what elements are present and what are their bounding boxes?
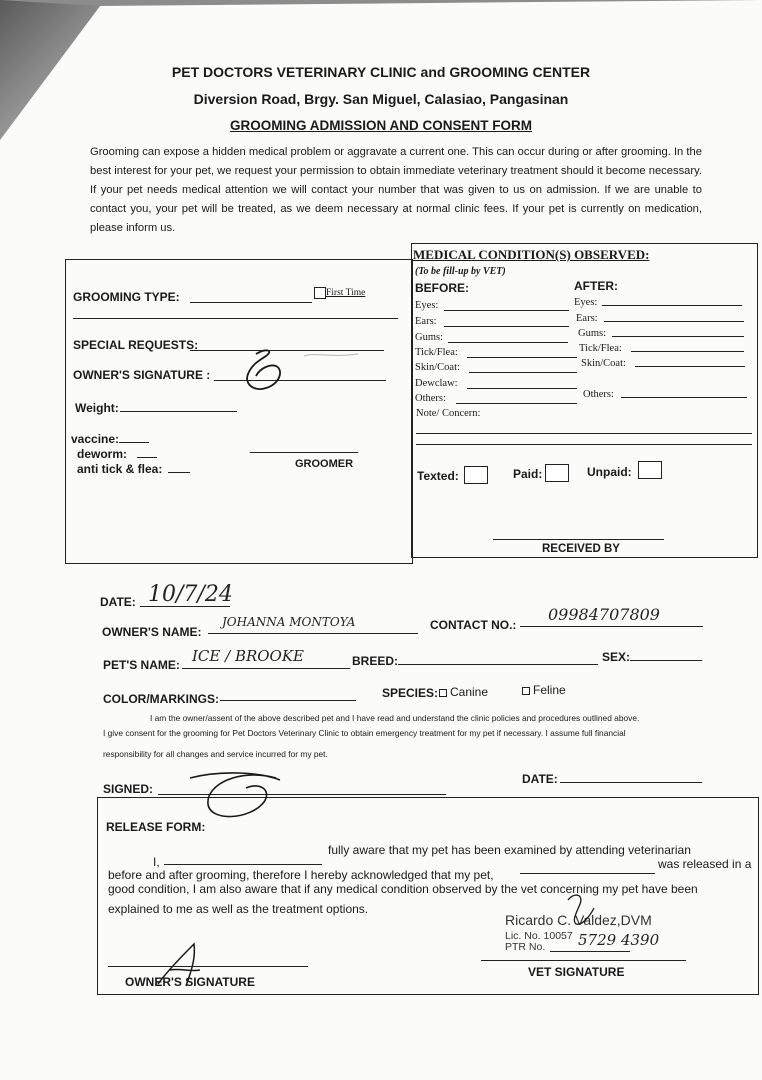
before-dewclaw: Dewclaw:: [415, 378, 458, 389]
vet-signature-mark: [562, 890, 602, 930]
color-label: COLOR/MARKINGS:: [103, 692, 219, 706]
before-ears-line[interactable]: [444, 326, 569, 327]
texted-label: Texted:: [417, 469, 459, 483]
anti-tick-label: anti tick & flea:: [77, 462, 163, 476]
after-others-line[interactable]: [621, 397, 747, 398]
pet-name-line[interactable]: [182, 668, 350, 669]
breed-line[interactable]: [398, 664, 598, 665]
note-line-2[interactable]: [416, 444, 752, 445]
clinic-address: Diversion Road, Brgy. San Miguel, Calasiao, Pangasinan: [193, 91, 569, 107]
before-gums-line[interactable]: [448, 342, 568, 343]
smudge-mark: [302, 350, 362, 362]
sex-line[interactable]: [630, 660, 702, 661]
before-others-line[interactable]: [456, 403, 577, 404]
pet-name-label: PET'S NAME:: [103, 658, 180, 672]
feline-checkbox[interactable]: [522, 687, 530, 695]
owner-release-signature-label: OWNER'S SIGNATURE: [125, 975, 255, 989]
owner-signature-label: OWNER'S SIGNATURE :: [73, 368, 211, 382]
deworm-label: deworm:: [77, 447, 128, 461]
contact-value: 09984707809: [548, 605, 660, 624]
canine-label: Canine: [450, 685, 489, 699]
vet-name: Ricardo C. Valdez,DVM: [505, 912, 652, 928]
canine-checkbox[interactable]: [439, 689, 447, 697]
groomer-label: GROOMER: [295, 458, 354, 470]
anti-tick-line[interactable]: [168, 472, 190, 473]
before-eyes: Eyes:: [415, 300, 439, 311]
sex-label: SEX:: [602, 650, 631, 664]
release-line-2-post: was released in a: [658, 857, 752, 871]
release-line-1-pre: I,: [153, 855, 160, 869]
after-tick: Tick/Flea:: [579, 343, 622, 354]
intro-paragraph: Grooming can expose a hidden medical problem or aggravate a current one. This can occur during or after grooming. In the best interest for your pet, we request your permission to obtain immediate veterinary treatment should it become necessary. If your pet needs medical attention we will contact your number that was given to us on admission. If we are unable to contact you, your pet will be treated, as we deem necessary at normal clinic fees. If your pet is currently on medication, please inform us.: [90, 146, 702, 234]
after-tick-line[interactable]: [631, 351, 744, 352]
note-line-1[interactable]: [416, 433, 752, 434]
first-time-checkbox[interactable]: [314, 287, 326, 299]
weight-line[interactable]: [120, 411, 237, 412]
before-dewclaw-line[interactable]: [467, 388, 577, 389]
vet-lic: Lic. No. 10057: [505, 930, 573, 942]
before-others: Others:: [415, 393, 446, 404]
release-line-1-post: fully aware that my pet has been examined by attending veterinarian: [328, 843, 691, 857]
paid-checkbox[interactable]: [545, 464, 569, 482]
contact-line[interactable]: [520, 626, 703, 627]
release-line-3: good condition, I am also aware that if any medical condition observed by the vet concerning my pet have been: [108, 882, 698, 896]
before-tick: Tick/Flea:: [415, 347, 458, 358]
ptr-value: 5729 4390: [578, 931, 660, 949]
release-line-4: explained to me as well as the treatment options.: [108, 902, 369, 916]
before-skin-line[interactable]: [469, 372, 577, 373]
after-eyes: Eyes:: [574, 297, 598, 308]
date-label: DATE:: [100, 595, 136, 609]
consent-line-3: responsibility for all changes and service incurred for my pet.: [103, 749, 328, 759]
release-pet-line[interactable]: [520, 873, 655, 874]
consent-line-2: I give consent for the grooming for Pet Doctors Veterinary Clinic to obtain emergency treatment for my pet if necessary. I assume full financial: [103, 728, 626, 738]
after-ears: Ears:: [576, 313, 598, 324]
paid-label: Paid:: [513, 467, 543, 481]
species-label: SPECIES:: [382, 686, 439, 700]
consent-date-line[interactable]: [560, 782, 702, 783]
before-tick-line[interactable]: [467, 357, 577, 358]
owner-signature-mark: [236, 346, 296, 396]
vet-ptr: PTR No.: [505, 941, 546, 953]
clinic-name: PET DOCTORS VETERINARY CLINIC and GROOMING CENTER: [171, 64, 591, 80]
medical-title: MEDICAL CONDITION(S) OBSERVED:: [413, 247, 650, 262]
grooming-type-line[interactable]: [190, 302, 312, 303]
unpaid-checkbox[interactable]: [638, 461, 662, 479]
owner-name-value: JOHANNA MONTOYA: [222, 615, 356, 629]
consent-date-label: DATE:: [522, 772, 558, 786]
owner-name-label: OWNER'S NAME:: [102, 625, 202, 639]
after-skin-line[interactable]: [635, 366, 745, 367]
weight-label: Weight:: [75, 401, 119, 415]
before-header: BEFORE:: [415, 281, 469, 295]
special-requests-label: SPECIAL REQUESTS:: [73, 338, 199, 352]
grooming-type-label: GROOMING TYPE:: [73, 290, 180, 304]
release-line-2-pre: before and after grooming, therefore I hereby acknowledged that my pet,: [108, 868, 494, 882]
signed-label: SIGNED:: [103, 782, 154, 796]
consent-line-1: I am the owner/assent of the above described pet and I have read and understand the clinic policies and procedures outlined above.: [150, 713, 640, 723]
groomer-line[interactable]: [250, 452, 358, 453]
pet-name-value: ICE / BROOKE: [192, 647, 305, 665]
owner-name-line[interactable]: [208, 633, 418, 634]
after-others: Others:: [583, 389, 614, 400]
after-gums-line[interactable]: [612, 336, 744, 337]
release-title: RELEASE FORM:: [106, 820, 206, 834]
date-value: 10/7/24: [148, 582, 233, 607]
release-owner-line[interactable]: [164, 864, 322, 865]
received-by-label: RECEIVED BY: [542, 543, 620, 555]
unpaid-label: Unpaid:: [587, 465, 632, 479]
after-ears-line[interactable]: [604, 321, 744, 322]
before-gums: Gums:: [415, 332, 444, 343]
after-skin: Skin/Coat:: [581, 358, 626, 369]
vaccine-label: vaccine:: [71, 432, 120, 446]
after-gums: Gums:: [578, 328, 607, 339]
contact-label: CONTACT NO.:: [430, 618, 517, 632]
grooming-type-line-2[interactable]: [73, 318, 398, 319]
before-eyes-line[interactable]: [444, 310, 569, 311]
before-ears: Ears:: [415, 316, 437, 327]
breed-label: BREED:: [352, 654, 399, 668]
after-header: AFTER:: [574, 279, 618, 293]
ptr-line[interactable]: [550, 951, 630, 952]
note-concern: Note/ Concern:: [416, 408, 481, 419]
received-by-line[interactable]: [493, 539, 664, 540]
after-eyes-line[interactable]: [602, 305, 742, 306]
form-title: GROOMING ADMISSION AND CONSENT FORM: [230, 118, 532, 133]
deworm-line[interactable]: [137, 457, 157, 458]
medical-subtitle: (To be fill-up by VET): [415, 266, 506, 277]
first-time-label: First Time: [326, 288, 366, 298]
color-line[interactable]: [220, 700, 356, 701]
texted-checkbox[interactable]: [464, 466, 488, 484]
feline-label: Feline: [533, 683, 566, 697]
vet-signature-line[interactable]: [481, 960, 686, 961]
vet-signature-label: VET SIGNATURE: [528, 965, 625, 979]
before-skin: Skin/Coat:: [415, 362, 460, 373]
vaccine-line[interactable]: [119, 442, 149, 443]
